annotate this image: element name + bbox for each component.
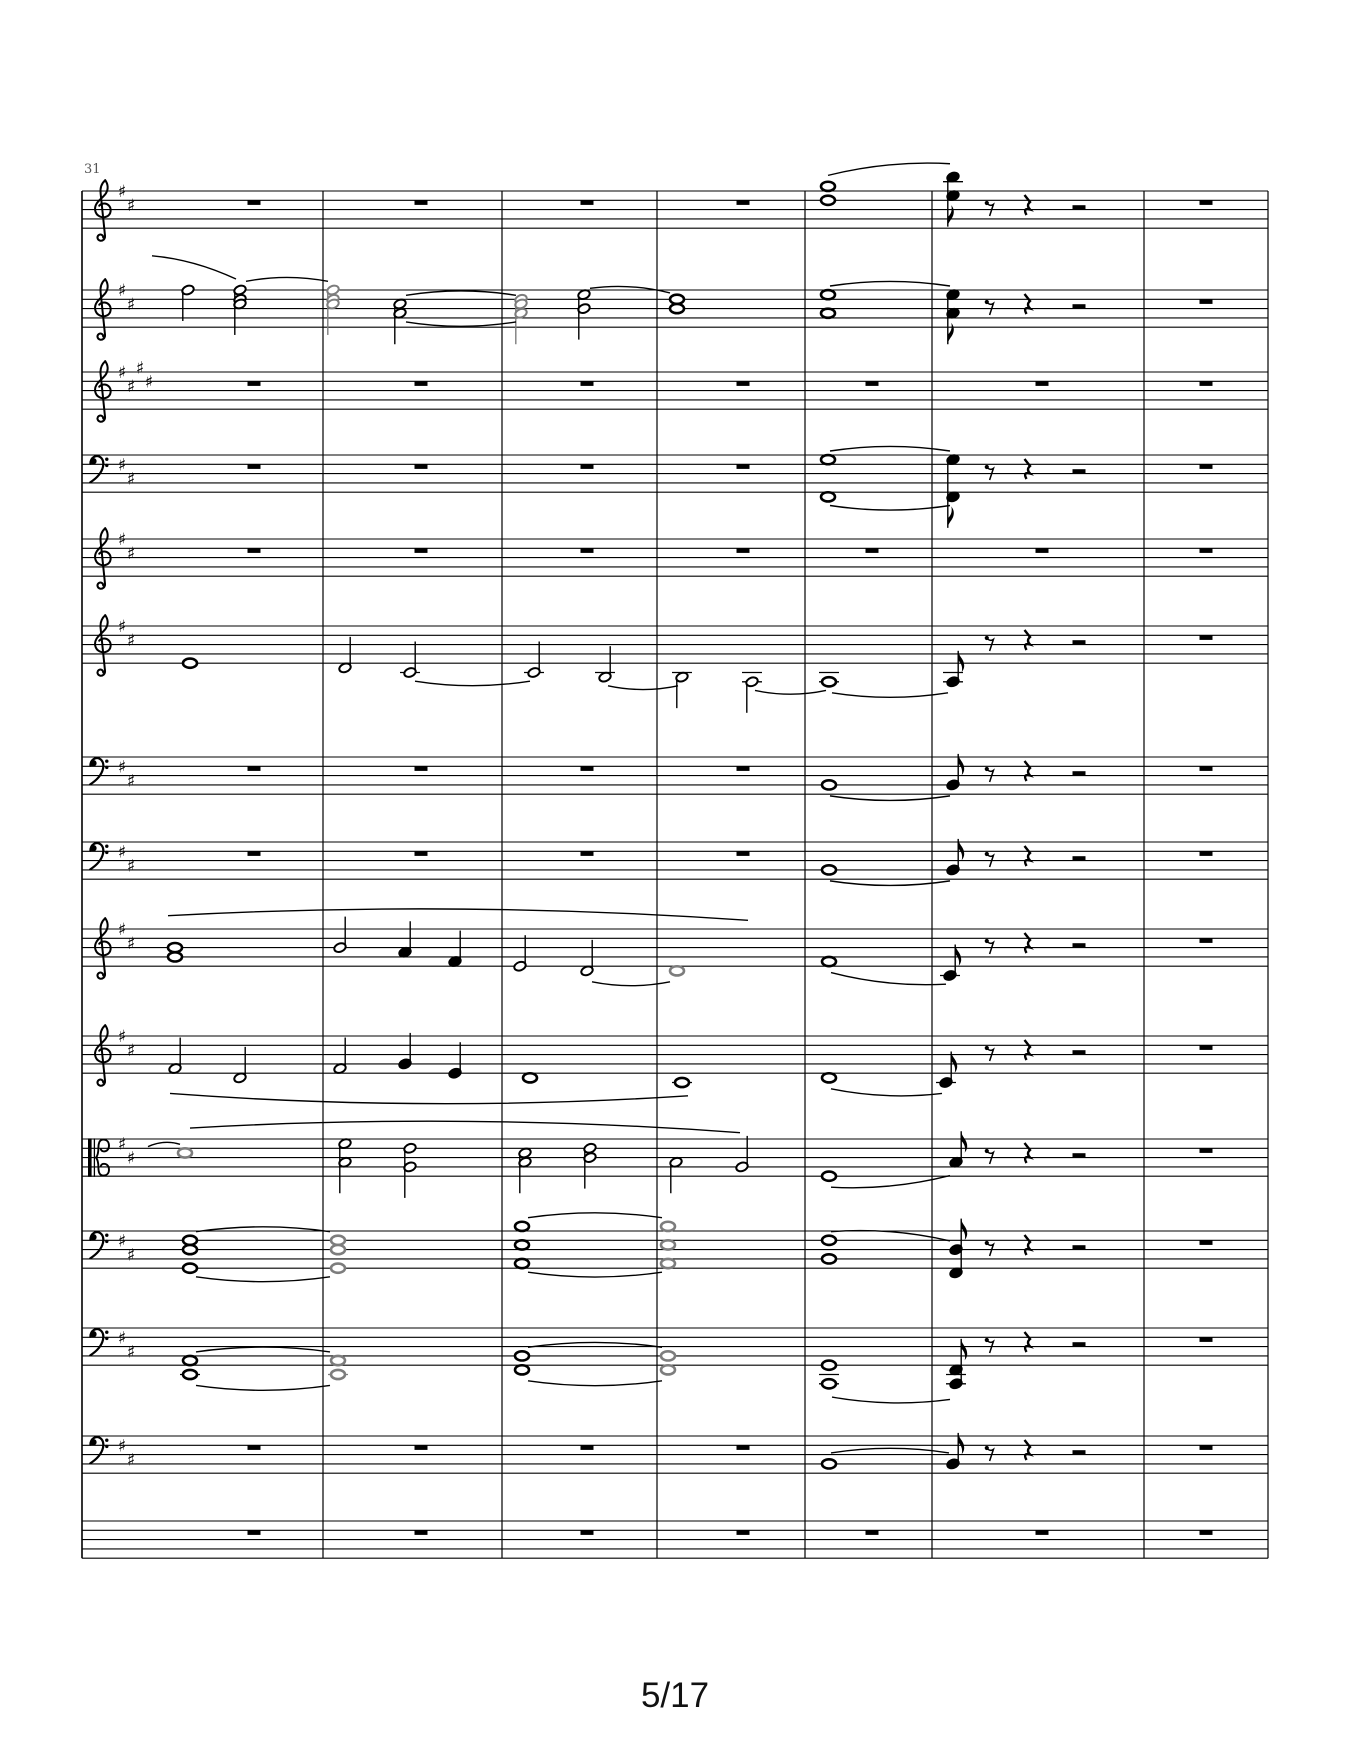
whole-rest	[737, 548, 750, 553]
eighth-flag	[948, 205, 954, 227]
slur	[152, 256, 236, 279]
notehead	[661, 1259, 675, 1268]
whole-rest	[581, 381, 594, 386]
whole-note	[822, 865, 836, 874]
whole-rest	[866, 381, 879, 386]
notehead	[822, 1073, 836, 1082]
half-note	[338, 1138, 352, 1194]
whole-rest	[737, 766, 750, 771]
whole-rest	[737, 1445, 750, 1450]
eighth-flag	[961, 1219, 967, 1241]
whole-rest	[1036, 548, 1049, 553]
notehead	[822, 1379, 836, 1388]
half-rest	[1073, 1153, 1086, 1158]
notehead	[822, 1236, 836, 1245]
notehead	[331, 1356, 345, 1365]
sharp-icon: ♯	[126, 1245, 136, 1266]
eighth-note	[936, 1052, 957, 1089]
notehead	[670, 304, 684, 313]
slur	[196, 1277, 330, 1282]
slur	[148, 1142, 180, 1146]
slur	[528, 1272, 662, 1277]
notehead	[183, 1236, 197, 1245]
quarter-rest	[1025, 195, 1031, 215]
whole-rest	[1200, 766, 1213, 771]
notehead	[670, 295, 684, 304]
eighth-note	[946, 289, 960, 345]
half-note	[669, 1156, 683, 1193]
whole-rest	[248, 200, 261, 205]
sharp-icon: ♯	[126, 1342, 136, 1363]
whole-rest	[866, 1530, 879, 1535]
treble-clef-icon	[95, 615, 111, 675]
treble-clef-icon	[95, 180, 111, 240]
half-note	[577, 289, 591, 340]
whole-rest	[737, 200, 750, 205]
eighth-rest	[985, 1046, 994, 1061]
half-note	[393, 298, 407, 344]
sharp-icon: ♯	[117, 617, 127, 637]
whole-rest	[1200, 200, 1213, 205]
notehead	[515, 1365, 529, 1374]
whole-rest	[737, 1530, 750, 1535]
notehead	[661, 1351, 675, 1360]
notehead	[178, 1148, 192, 1157]
treble-clef-icon	[95, 528, 111, 588]
eighth-rest	[985, 939, 994, 954]
notehead	[168, 943, 182, 952]
whole-rest	[1200, 1337, 1213, 1342]
half-note	[338, 637, 352, 674]
whole-rest	[581, 766, 594, 771]
notehead	[822, 1254, 836, 1263]
staff-15	[82, 1521, 1268, 1558]
whole-rest	[737, 851, 750, 856]
sharp-icon: ♯	[117, 281, 127, 301]
eighth-rest	[985, 636, 994, 651]
sharp-icon: ♯	[117, 1436, 127, 1457]
whole-rest	[1200, 299, 1213, 304]
half-rest	[1073, 304, 1086, 309]
whole-rest	[1200, 938, 1213, 943]
whole-rest	[866, 548, 879, 553]
bass-clef-icon	[90, 1437, 108, 1463]
whole-note	[183, 659, 197, 668]
eighth-rest	[985, 852, 994, 867]
whole-note	[821, 455, 835, 501]
half-note	[400, 642, 420, 679]
staff-11	[82, 1121, 1268, 1198]
half-note	[168, 1038, 182, 1075]
sharp-icon: ♯	[135, 358, 145, 379]
quarter-rest	[1025, 630, 1031, 650]
quarter-rest	[1025, 1440, 1031, 1460]
eighth-flag	[948, 323, 954, 345]
notehead	[670, 966, 684, 975]
bass-clef-icon	[90, 843, 108, 869]
bass-clef-icon	[90, 758, 108, 784]
notehead	[822, 677, 836, 686]
notehead	[821, 492, 835, 501]
half-note	[735, 1136, 749, 1173]
slur	[755, 690, 826, 694]
slur	[168, 909, 748, 920]
notehead	[515, 1240, 529, 1249]
sharp-icon: ♯	[117, 1027, 127, 1047]
whole-rest	[415, 766, 428, 771]
notehead	[821, 290, 835, 299]
half-note	[333, 1038, 347, 1075]
notehead	[822, 1459, 836, 1468]
slur	[831, 1448, 949, 1453]
whole-rest	[248, 766, 261, 771]
notehead	[822, 1361, 836, 1370]
quarter-note	[448, 931, 462, 968]
quarter-rest	[1025, 294, 1031, 314]
half-rest	[1073, 856, 1086, 861]
notehead	[331, 1236, 345, 1245]
staff-4	[82, 446, 1268, 527]
staff-7	[82, 754, 1268, 801]
staff-12	[82, 1213, 1268, 1282]
whole-note	[672, 1078, 692, 1087]
sharp-icon: ♯	[126, 543, 136, 564]
whole-note	[821, 290, 835, 318]
notehead	[821, 182, 835, 191]
slur	[196, 1385, 330, 1390]
half-rest	[1073, 1342, 1086, 1347]
sharp-icon: ♯	[117, 757, 127, 778]
sharp-icon: ♯	[126, 195, 136, 216]
treble-clef-icon	[95, 361, 111, 421]
notehead	[183, 1370, 197, 1379]
half-rest	[1073, 640, 1086, 645]
eighth-rest	[985, 1149, 994, 1164]
half-rest	[1073, 1050, 1086, 1055]
sharp-icon: ♯	[117, 920, 127, 940]
notehead	[822, 1172, 836, 1181]
notehead	[331, 1245, 345, 1254]
whole-rest	[1200, 464, 1213, 469]
whole-rest	[248, 1445, 261, 1450]
half-note	[595, 646, 615, 683]
half-rest	[1073, 469, 1086, 474]
half-note	[403, 1142, 417, 1198]
staff-3	[82, 358, 1268, 421]
bass-clef-icon	[90, 456, 108, 482]
notehead	[331, 1264, 345, 1273]
half-note	[518, 1147, 532, 1193]
eighth-flag	[961, 1131, 967, 1153]
whole-note	[822, 1172, 836, 1181]
whole-rest	[1200, 1240, 1213, 1245]
bass-clef-icon	[90, 1232, 108, 1258]
whole-note	[331, 1236, 345, 1273]
whole-rest	[415, 548, 428, 553]
quarter-rest	[1025, 1332, 1031, 1352]
staff-6	[82, 615, 1268, 713]
whole-note	[328, 1356, 348, 1379]
quarter-rest	[1025, 933, 1031, 953]
half-rest	[1073, 205, 1086, 210]
sharp-icon: ♯	[126, 933, 136, 954]
whole-rest	[1200, 1530, 1213, 1535]
eighth-note	[943, 171, 963, 227]
whole-note	[670, 966, 684, 975]
half-rest	[1073, 1245, 1086, 1250]
whole-rest	[581, 851, 594, 856]
staff-9	[82, 909, 1268, 986]
whole-rest	[1200, 1045, 1213, 1050]
half-note	[513, 935, 527, 972]
staff-1	[82, 163, 1268, 241]
notehead	[168, 952, 182, 961]
slur	[832, 693, 948, 698]
whole-rest	[581, 548, 594, 553]
sharp-icon: ♯	[126, 1040, 136, 1061]
half-rest	[1073, 771, 1086, 776]
sharp-icon: ♯	[126, 630, 136, 651]
bass-clef-icon	[90, 1329, 108, 1355]
sharp-icon: ♯	[117, 1134, 127, 1155]
whole-rest	[581, 200, 594, 205]
sharp-icon: ♯	[126, 294, 136, 315]
half-note	[580, 940, 594, 977]
notehead	[821, 196, 835, 205]
sharp-icon: ♯	[117, 182, 127, 202]
staff-13	[82, 1328, 1268, 1403]
whole-rest	[581, 464, 594, 469]
treble-clef-icon	[95, 279, 111, 339]
whole-note	[661, 1351, 675, 1374]
whole-rest	[248, 464, 261, 469]
sharp-icon: ♯	[126, 856, 136, 877]
staff-10	[82, 1025, 1268, 1103]
half-note	[524, 642, 544, 679]
quarter-rest	[1025, 846, 1031, 866]
eighth-rest	[985, 1446, 994, 1461]
slur	[831, 1089, 942, 1096]
sharp-icon: ♯	[126, 1450, 136, 1471]
eighth-rest	[985, 1241, 994, 1256]
notehead	[822, 780, 836, 789]
whole-rest	[415, 1445, 428, 1450]
whole-rest	[248, 1530, 261, 1535]
notehead	[661, 1222, 675, 1231]
half-note	[514, 293, 528, 344]
whole-rest	[1036, 381, 1049, 386]
notehead	[515, 1222, 529, 1231]
notehead	[515, 1351, 529, 1360]
notehead	[675, 1078, 689, 1087]
whole-note	[168, 943, 182, 962]
sharp-icon: ♯	[126, 1148, 136, 1169]
whole-note	[523, 1073, 537, 1082]
half-note	[583, 1142, 597, 1188]
slur	[406, 291, 516, 295]
whole-note	[819, 673, 839, 687]
sharp-icon: ♯	[126, 376, 136, 397]
slur	[415, 681, 530, 686]
half-note	[233, 1047, 247, 1084]
whole-rest	[1200, 851, 1213, 856]
whole-note	[822, 1459, 836, 1468]
whole-note	[183, 1236, 197, 1273]
notehead	[183, 1245, 197, 1254]
sharp-icon: ♯	[144, 372, 154, 393]
notehead	[661, 1240, 675, 1249]
quarter-rest	[1025, 459, 1031, 479]
sharp-icon: ♯	[126, 771, 136, 792]
half-note	[742, 673, 762, 713]
whole-rest	[1200, 1445, 1213, 1450]
slur	[608, 686, 678, 690]
notehead	[822, 865, 836, 874]
whole-rest	[415, 851, 428, 856]
notehead	[183, 1356, 197, 1365]
eighth-note	[949, 1131, 967, 1168]
half-note	[181, 284, 195, 321]
whole-note	[822, 780, 836, 789]
notehead	[183, 659, 197, 668]
whole-note	[661, 1222, 675, 1268]
whole-rest	[415, 464, 428, 469]
eighth-note	[943, 651, 964, 688]
whole-rest	[581, 1445, 594, 1450]
notehead	[822, 957, 836, 966]
sharp-icon: ♯	[117, 530, 127, 550]
whole-note	[180, 1356, 200, 1379]
notehead	[523, 1073, 537, 1082]
eighth-flag	[961, 1339, 967, 1361]
staff-2	[82, 256, 1268, 344]
eighth-note	[940, 945, 961, 982]
notehead	[821, 455, 835, 464]
whole-note	[515, 1222, 529, 1268]
whole-rest	[737, 464, 750, 469]
whole-rest	[415, 1530, 428, 1535]
slur	[528, 1213, 662, 1218]
measure-number: 31	[84, 162, 101, 177]
eighth-rest	[985, 300, 994, 315]
eighth-rest	[985, 201, 994, 216]
slur	[828, 163, 950, 175]
eighth-rest	[985, 465, 994, 480]
quarter-rest	[1025, 761, 1031, 781]
whole-note	[178, 1148, 192, 1157]
whole-note	[822, 957, 836, 966]
whole-note	[819, 1361, 839, 1389]
treble-clef-icon	[95, 918, 111, 978]
sharp-icon: ♯	[117, 1328, 127, 1349]
eighth-note	[949, 1219, 967, 1279]
sharp-icon: ♯	[117, 363, 127, 383]
treble-clef-icon	[95, 1025, 111, 1085]
notehead	[821, 309, 835, 318]
whole-rest	[1200, 635, 1213, 640]
slur	[831, 973, 946, 985]
whole-note	[515, 1351, 529, 1374]
quarter-note	[398, 921, 412, 958]
slur	[528, 1381, 662, 1386]
sharp-icon: ♯	[117, 455, 127, 476]
whole-note	[670, 295, 684, 314]
whole-rest	[248, 381, 261, 386]
page-number: 5/17	[640, 1676, 710, 1715]
slur	[246, 277, 328, 281]
eighth-rest	[985, 767, 994, 782]
quarter-rest	[1025, 1143, 1031, 1163]
sharp-icon: ♯	[117, 1231, 127, 1252]
half-rest	[1073, 1450, 1086, 1455]
whole-rest	[248, 851, 261, 856]
notehead	[183, 1264, 197, 1273]
sharp-icon: ♯	[126, 469, 136, 490]
notehead	[661, 1365, 675, 1374]
whole-note	[821, 182, 835, 205]
staff-8	[82, 839, 1268, 886]
whole-rest	[415, 381, 428, 386]
whole-rest	[1200, 1148, 1213, 1153]
sharp-icon: ♯	[117, 842, 127, 863]
whole-note	[822, 1073, 836, 1082]
slur	[170, 1093, 688, 1103]
slur	[406, 322, 516, 326]
whole-rest	[581, 1530, 594, 1535]
half-note	[333, 917, 347, 954]
staff-14	[82, 1433, 1268, 1473]
whole-rest	[1200, 381, 1213, 386]
quarter-rest	[1025, 1040, 1031, 1060]
quarter-note	[448, 1042, 462, 1079]
slur	[592, 982, 670, 986]
eighth-flag	[948, 506, 954, 528]
staff-5	[82, 528, 1268, 588]
slur	[196, 1347, 330, 1352]
whole-rest	[415, 200, 428, 205]
whole-rest	[1200, 548, 1213, 553]
quarter-note	[398, 1033, 412, 1070]
whole-rest	[737, 381, 750, 386]
notehead	[515, 1259, 529, 1268]
notehead	[331, 1370, 345, 1379]
half-rest	[1073, 943, 1086, 948]
whole-rest	[248, 548, 261, 553]
half-note	[672, 671, 692, 708]
whole-rest	[1036, 1530, 1049, 1535]
quarter-rest	[1025, 1235, 1031, 1255]
eighth-rest	[985, 1338, 994, 1353]
